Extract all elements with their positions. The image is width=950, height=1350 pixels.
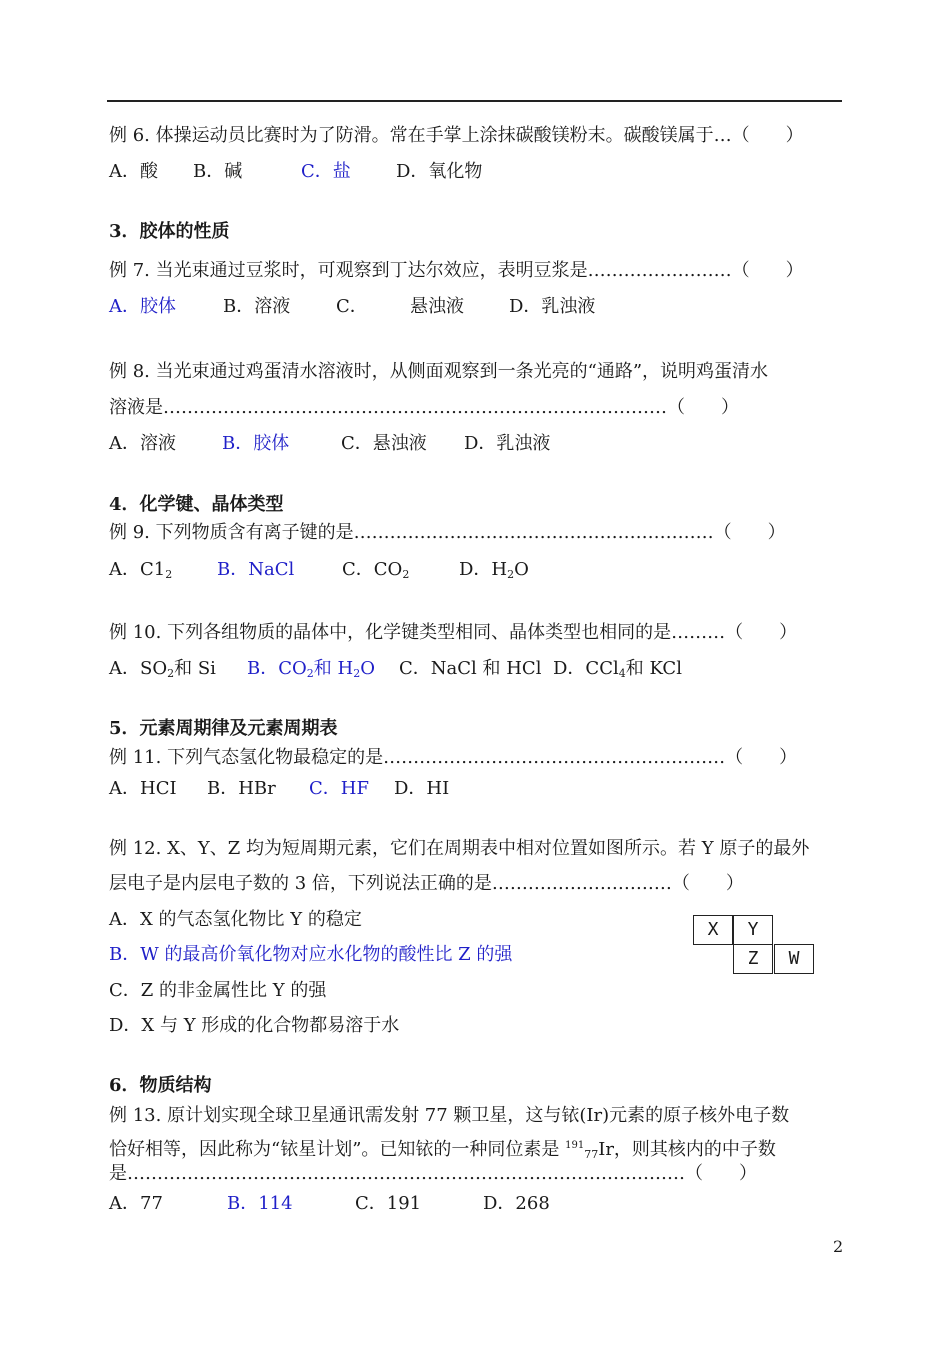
option-a: A．HCI — [109, 778, 177, 799]
option-d: D．HI — [394, 778, 450, 799]
option-d: D．乳浊液 — [509, 296, 596, 317]
option-c: C． — [336, 296, 368, 317]
option-c: C．$CO_2$ — [342, 559, 410, 581]
option-a: A．$C1_2$ — [109, 559, 173, 581]
option-c: C．悬浊液 — [341, 433, 427, 454]
option-b: B．溶液 — [223, 296, 291, 317]
cell-w: W — [774, 944, 814, 974]
option-b-answer: B．NaCl — [217, 559, 295, 580]
ex7-question: 例 7. 当光束通过豆浆时，可观察到丁达尔效应，表明豆浆是……………………（ ） — [109, 260, 804, 281]
option-c-text: 悬浊液 — [410, 296, 464, 317]
ex8-question-line1: 例 8. 当光束通过鸡蛋清水溶液时，从侧面观察到一条光亮的“通路”，说明鸡蛋清水 — [109, 361, 769, 382]
section-5-title: 5．元素周期律及元素周期表 — [109, 718, 338, 739]
ex11-question: 例 11. 下列气态氢化物最稳定的是…………………………………………………（ ） — [109, 747, 798, 768]
ex12-option-c: C．Z 的非金属性比 Y 的强 — [109, 980, 327, 1001]
option-d: D．$H_2O$ — [459, 559, 529, 581]
option-c: C．191 — [355, 1193, 422, 1214]
ex6-question: 例 6. 体操运动员比赛时为了防滑。常在手掌上涂抹碳酸镁粉末。碳酸镁属于…（ ） — [109, 125, 804, 146]
cell-z: Z — [733, 944, 773, 974]
section-4-title: 4．化学键、晶体类型 — [109, 494, 284, 515]
option-d: D．氧化物 — [396, 161, 483, 182]
header-rule — [107, 100, 842, 102]
option-c-answer: C．盐 — [301, 161, 351, 182]
cell-x: X — [693, 915, 733, 945]
ex12-question-line2: 层电子是内层电子数的 3 倍，下列说法正确的是…………………………（ ） — [109, 873, 744, 894]
option-c-answer: C．HF — [309, 778, 369, 799]
option-a-answer: A．胶体 — [109, 296, 176, 317]
section-3-title: 3．胶体的性质 — [109, 221, 230, 242]
option-a: A．溶液 — [109, 433, 176, 454]
option-a: A．酸 — [109, 161, 158, 182]
option-b-answer: B．胶体 — [222, 433, 290, 454]
ex13-question-line2: 恰好相等，因此称为“铱星计划”。已知铱的一种同位素是 $^{191}_{77}$Ir，则其核内的中子数 — [109, 1139, 776, 1161]
ex12-option-b-answer: B．W 的最高价氧化物对应水化物的酸性比 Z 的强 — [109, 944, 513, 965]
ex13-question-line3: 是…………………………………………………………………………………（ ） — [109, 1163, 757, 1184]
option-b: B．碱 — [193, 161, 243, 182]
option-d: D．268 — [483, 1193, 550, 1214]
ex12-option-a: A．X 的气态氢化物比 Y 的稳定 — [109, 909, 362, 930]
option-b-answer: B．114 — [227, 1193, 293, 1214]
ex12-question-line1: 例 12. X、Y、Z 均为短周期元素，它们在周期表中相对位置如图所示。若 Y 原子的最外 — [109, 838, 810, 859]
ex9-question: 例 9. 下列物质含有离子键的是……………………………………………………（ ） — [109, 522, 786, 543]
option-b-answer: B．$CO_2$和 $H_2O$ — [247, 658, 375, 680]
cell-y: Y — [733, 915, 773, 945]
ex8-question-line2: 溶液是…………………………………………………………………………（ ） — [109, 397, 739, 418]
option-d: D．CCl$_4$和 KCl — [553, 658, 682, 680]
ex12-option-d: D．X 与 Y 形成的化合物都易溶于水 — [109, 1015, 400, 1036]
option-d: D．乳浊液 — [464, 433, 551, 454]
ex13-question-line1: 例 13. 原计划实现全球卫星通讯需发射 77 颗卫星，这与铱(Ir)元素的原子核外电子数 — [109, 1105, 790, 1126]
option-a: A．$SO_2$和 Si — [109, 658, 216, 680]
ex10-question: 例 10. 下列各组物质的晶体中，化学键类型相同、晶体类型也相同的是………（ ） — [109, 622, 798, 643]
section-6-title: 6．物质结构 — [109, 1075, 212, 1096]
option-c: C．NaCl 和 HCl — [399, 658, 542, 679]
option-b: B．HBr — [207, 778, 276, 799]
option-a: A．77 — [109, 1193, 163, 1214]
page-number: 2 — [833, 1237, 844, 1256]
